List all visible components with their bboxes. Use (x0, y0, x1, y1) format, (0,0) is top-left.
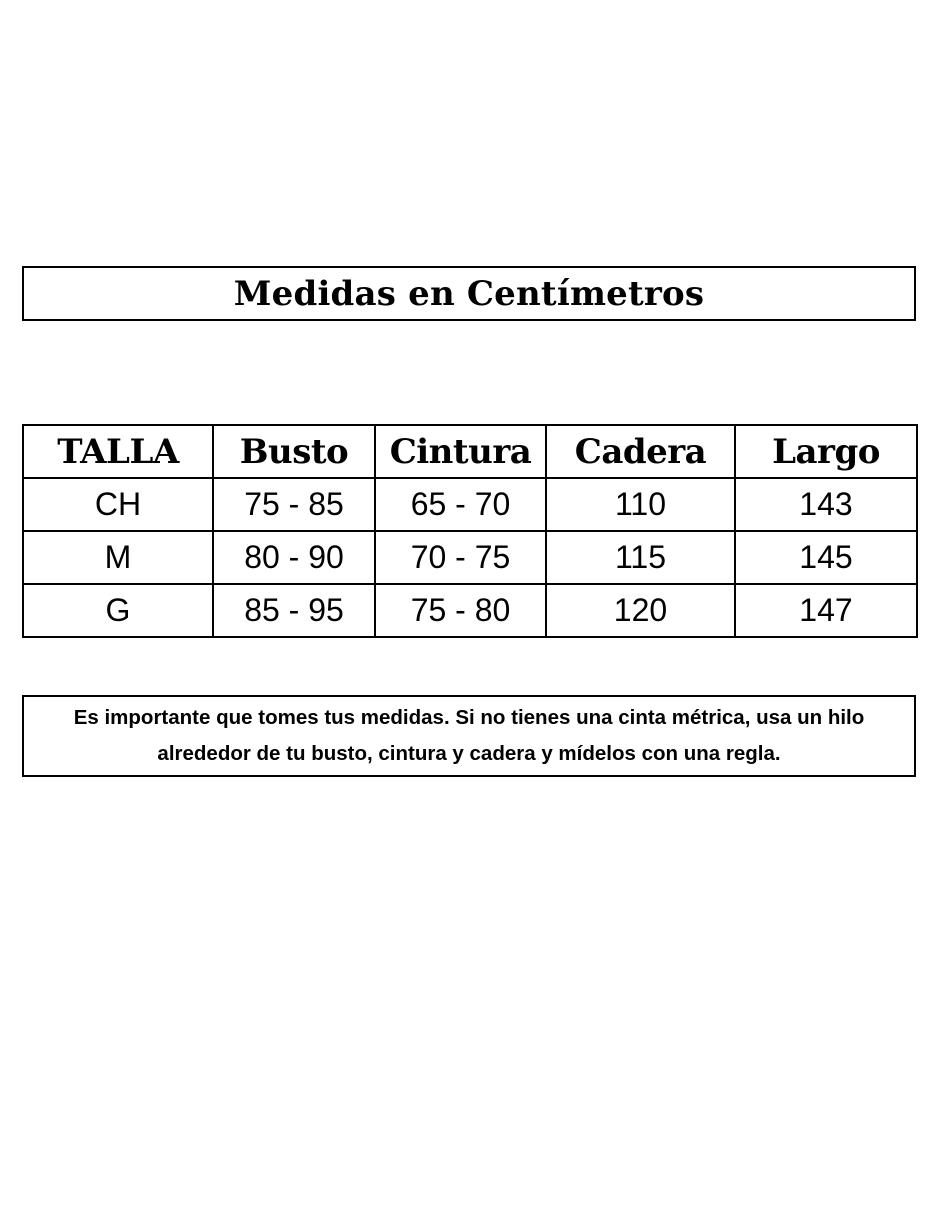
cell-busto: 85 - 95 (213, 584, 375, 637)
header-cadera: Cadera (546, 425, 735, 478)
note-text (39, 700, 899, 772)
header-busto: Busto (213, 425, 375, 478)
table-header-row (23, 425, 917, 478)
cell-talla: CH (23, 478, 213, 531)
title-box (22, 266, 916, 321)
cell-talla: G (23, 584, 213, 637)
cell-cintura: 65 - 70 (375, 478, 546, 531)
size-chart-table (22, 424, 918, 638)
cell-cadera: 120 (546, 584, 735, 637)
cell-busto: 75 - 85 (213, 478, 375, 531)
cell-busto: 80 - 90 (213, 531, 375, 584)
header-talla: TALLA (23, 425, 213, 478)
cell-talla: M (23, 531, 213, 584)
note-box (22, 695, 916, 777)
table-row (23, 584, 917, 637)
cell-largo: 147 (735, 584, 917, 637)
cell-largo: 145 (735, 531, 917, 584)
cell-cadera: 110 (546, 478, 735, 531)
table-row (23, 531, 917, 584)
header-cintura: Cintura (375, 425, 546, 478)
header-largo: Largo (735, 425, 917, 478)
page-title: Medidas en Centímetros (233, 273, 705, 314)
note-line-1: Es importante que tomes tus medidas. Si no tienes una cinta métrica, usa un hilo (73, 706, 865, 729)
cell-cadera: 115 (546, 531, 735, 584)
cell-cintura: 70 - 75 (375, 531, 546, 584)
cell-largo: 143 (735, 478, 917, 531)
table-row (23, 478, 917, 531)
cell-cintura: 75 - 80 (375, 584, 546, 637)
note-line-2: alrededor de tu busto, cintura y cadera y mídelos con una regla. (157, 742, 781, 765)
